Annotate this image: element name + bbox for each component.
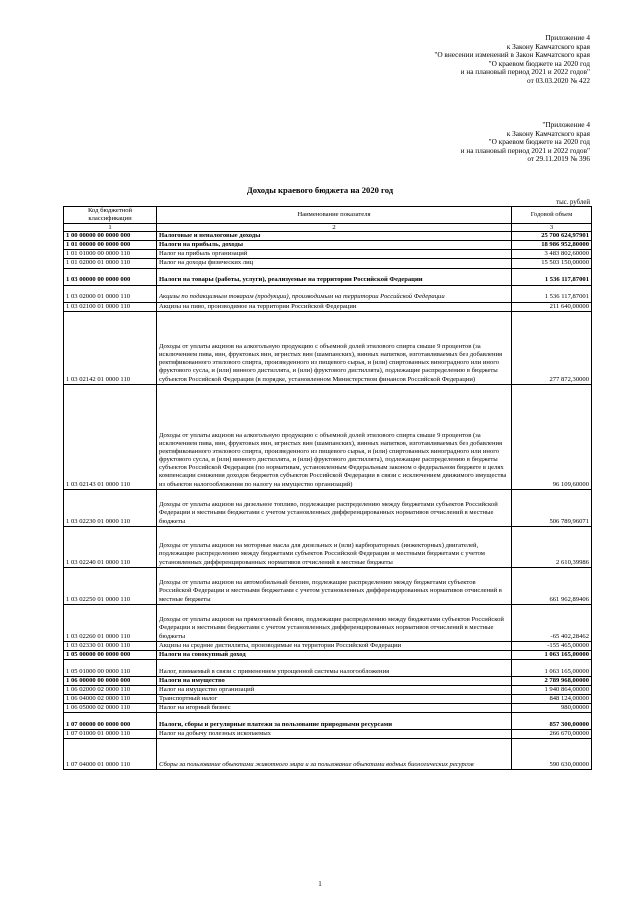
table-row bbox=[64, 676, 592, 685]
table-header-row bbox=[64, 207, 592, 224]
row-name: Доходы от уплаты акцизов на дизельное топливо, подлежащие распределению между бюджетами субъектов Российской Федерации и местными бюджетами с учетом установленных дифференцированных нормативов отчислений в местные бюджеты bbox=[157, 489, 512, 526]
row-amount: 1 063 165,00000 bbox=[512, 650, 592, 659]
row-name: Налог на прибыль организаций bbox=[157, 250, 512, 259]
row-amount: -155 465,00000 bbox=[512, 641, 592, 650]
row-amount: 1 940 864,00000 bbox=[512, 685, 592, 694]
table-body bbox=[64, 232, 592, 770]
row-amount: -65 402,28462 bbox=[512, 604, 592, 641]
row-amount: 857 300,00000 bbox=[512, 713, 592, 730]
header-line: к Закону Камчатского края bbox=[506, 128, 590, 138]
row-amount: 506 789,96071 bbox=[512, 489, 592, 526]
page-number: 1 bbox=[318, 880, 322, 888]
header-line: "О внесении изменений в Закон Камчатского края bbox=[434, 50, 590, 60]
table-row bbox=[64, 526, 592, 567]
table-row bbox=[64, 311, 592, 384]
table-row bbox=[64, 641, 592, 650]
row-amount: 3 483 802,60000 bbox=[512, 250, 592, 259]
table-row bbox=[64, 250, 592, 259]
table-row bbox=[64, 739, 592, 770]
column-number-row bbox=[64, 224, 592, 232]
header-line: от 29.11.2019 № 396 bbox=[527, 154, 590, 164]
row-name: Налоги на совокупный доход bbox=[157, 650, 512, 659]
row-amount: 15 503 150,00000 bbox=[512, 259, 592, 268]
table-row bbox=[64, 384, 592, 489]
row-amount: 25 700 624,97901 bbox=[512, 232, 592, 241]
row-code: 1 06 05000 02 0000 110 bbox=[64, 704, 157, 713]
table-row bbox=[64, 685, 592, 694]
row-code: 1 01 01000 00 0000 110 bbox=[64, 250, 157, 259]
table-row bbox=[64, 704, 592, 713]
row-code: 1 05 01000 00 0000 110 bbox=[64, 659, 157, 676]
row-name: Акцизы на пиво, производимое на территории Российской Федерации bbox=[157, 302, 512, 311]
row-amount: 1 536 117,87001 bbox=[512, 268, 592, 285]
header-line: к Закону Камчатского края bbox=[506, 41, 590, 51]
table-row bbox=[64, 713, 592, 730]
appendix-original-header bbox=[461, 121, 590, 164]
row-code: 1 06 04000 02 0000 110 bbox=[64, 695, 157, 704]
row-code: 1 03 02260 01 0000 110 bbox=[64, 604, 157, 641]
header-name: Наименование показателя bbox=[157, 207, 512, 224]
row-code: 1 03 02143 01 0000 110 bbox=[64, 384, 157, 489]
row-amount: 1 063 165,00000 bbox=[512, 659, 592, 676]
appendix-current-header bbox=[434, 34, 590, 86]
row-amount: 848 124,00000 bbox=[512, 695, 592, 704]
row-code: 1 01 00000 00 0000 000 bbox=[64, 241, 157, 250]
row-name: Налог на игорный бизнес bbox=[157, 704, 512, 713]
row-amount: 211 640,00000 bbox=[512, 302, 592, 311]
header-line: Приложение 4 bbox=[545, 33, 590, 42]
table-row bbox=[64, 567, 592, 604]
table-row bbox=[64, 695, 592, 704]
row-amount: 980,00000 bbox=[512, 704, 592, 713]
table-row bbox=[64, 604, 592, 641]
row-name: Налог, взимаемый в связи с применением упрощенной системы налогообложения bbox=[157, 659, 512, 676]
table-row bbox=[64, 489, 592, 526]
table-row bbox=[64, 268, 592, 285]
table-row bbox=[64, 730, 592, 739]
row-name: Доходы от уплаты акцизов на автомобильный бензин, подлежащие распределению между бюджетами субъектов Российской Федерации и местными бюджетами с учетом установленных дифференцированных нормативов отчислений в местные бюджеты bbox=[157, 567, 512, 604]
header-line: от 03.03.2020 № 422 bbox=[527, 75, 590, 85]
table-row bbox=[64, 241, 592, 250]
row-code: 1 06 00000 00 0000 000 bbox=[64, 676, 157, 685]
row-code: 1 07 00000 00 0000 000 bbox=[64, 713, 157, 730]
row-code: 1 03 02230 01 0000 110 bbox=[64, 489, 157, 526]
row-amount: 661 962,89406 bbox=[512, 567, 592, 604]
row-code: 1 01 02000 01 0000 110 bbox=[64, 259, 157, 268]
row-name: Доходы от уплаты акцизов на прямогонный бензин, подлежащие распределению между бюджетами субъектов Российской Федерации и местными бюджетами с учетом установленных дифференцированных нормативов отчислений в местные бюджеты bbox=[157, 604, 512, 641]
row-name: Налоги на прибыль, доходы bbox=[157, 241, 512, 250]
row-code: 1 03 02250 01 0000 110 bbox=[64, 567, 157, 604]
row-name: Доходы от уплаты акцизов на алкогольную продукцию с объемной долей этилового спирта свыше 9 процентов (за исключением пива, вин, фруктовых вин, игристых вин (шампанских), винных напитков, изготавливаемых без добавления ректификованного этилового спирта, произведенного из пищевого сырья, и (или) спиртованных виноградного или иного фруктового сусла, и (или) винного дистиллята, и (или) фруктового дистиллята), подлежащие распределению в бюджеты субъектов Российской Федерации (по нормативам, установленным Федеральным законом о федеральном бюджете в целях компенсации снижения доходов бюджетов субъектов Российской Федерации в связи с исключением движимого имущества из объектов налогообложения по налогу на имущество организаций) bbox=[157, 384, 512, 489]
row-name: Акцизы по подакцизным товарам (продукции), производимым на территории Российской Федерации bbox=[157, 285, 512, 302]
table-row bbox=[64, 650, 592, 659]
row-name: Доходы от уплаты акцизов на алкогольную продукцию с объемной долей этилового спирта свыше 9 процентов (за исключением пива, вин, фруктовых вин, игристых вин (шампанских), винных напитков, изготавливаемых без добавления ректификованного этилового спирта, произведенного из пищевого сырья, и (или) спиртованных виноградного или иного фруктового сусла, и (или) винного дистиллята, и (или) фруктового дистиллята), подлежащие распределению в бюджеты субъектов Российской Федерации (в порядке, установленном Министерством финансов Российской Федерации) bbox=[157, 311, 512, 384]
page-title: Доходы краевого бюджета на 2020 год bbox=[246, 185, 394, 195]
table-row bbox=[64, 259, 592, 268]
column-number: 3 bbox=[512, 224, 592, 232]
row-code: 1 03 00000 00 0000 000 bbox=[64, 268, 157, 285]
row-code: 1 03 02330 01 0000 110 bbox=[64, 641, 157, 650]
row-name: Налоговые и неналоговые доходы bbox=[157, 232, 512, 241]
row-code: 1 05 00000 00 0000 000 bbox=[64, 650, 157, 659]
row-name: Налоги на имущество bbox=[157, 676, 512, 685]
row-name: Налог на имущество организаций bbox=[157, 685, 512, 694]
header-code: Код бюджетной классификации bbox=[64, 207, 157, 224]
table-row bbox=[64, 659, 592, 676]
row-code: 1 03 02000 01 0000 110 bbox=[64, 285, 157, 302]
table-row bbox=[64, 302, 592, 311]
row-name: Сборы за пользование объектами животного мира и за пользование объектами водных биологических ресурсов bbox=[157, 739, 512, 770]
row-name: Налог на доходы физических лиц bbox=[157, 259, 512, 268]
table-row bbox=[64, 232, 592, 241]
column-number: 2 bbox=[157, 224, 512, 232]
header-line: "О краевом бюджете на 2020 год bbox=[488, 137, 590, 147]
row-code: 1 00 00000 00 0000 000 bbox=[64, 232, 157, 241]
column-number: 1 bbox=[64, 224, 157, 232]
row-name: Налоги, сборы и регулярные платежи за пользование природными ресурсами bbox=[157, 713, 512, 730]
header-line: "О краевом бюджете на 2020 год bbox=[488, 58, 590, 68]
row-name: Акцизы на средние дистилляты, производимые на территории Российской Федерации bbox=[157, 641, 512, 650]
row-amount: 2 610,39986 bbox=[512, 526, 592, 567]
row-amount: 266 670,00000 bbox=[512, 730, 592, 739]
row-code: 1 06 02000 02 0000 110 bbox=[64, 685, 157, 694]
row-code: 1 03 02100 01 0000 110 bbox=[64, 302, 157, 311]
row-code: 1 07 04000 01 0000 110 bbox=[64, 739, 157, 770]
row-name: Налоги на товары (работы, услуги), реализуемые на территории Российской Федерации bbox=[157, 268, 512, 285]
row-amount: 2 789 968,00000 bbox=[512, 676, 592, 685]
row-amount: 18 986 952,80000 bbox=[512, 241, 592, 250]
row-amount: 590 630,00000 bbox=[512, 739, 592, 770]
header-line: и на плановый период 2021 и 2022 годов" bbox=[460, 145, 590, 155]
row-code: 1 03 02142 01 0000 110 bbox=[64, 311, 157, 384]
row-name: Налог на добычу полезных ископаемых bbox=[157, 730, 512, 739]
row-amount: 96 109,60000 bbox=[512, 384, 592, 489]
units-label: тыс. рублей bbox=[556, 199, 590, 206]
row-name: Доходы от уплаты акцизов на моторные масла для дизельных и (или) карбюраторных (инжекторных) двигателей, подлежащие распределению между бюджетами субъектов Российской Федерации и местными бюджетами с учетом установленных дифференцированных нормативов отчислений в местные бюджеты bbox=[157, 526, 512, 567]
row-name: Транспортный налог bbox=[157, 695, 512, 704]
revenue-table bbox=[63, 206, 592, 770]
table-row bbox=[64, 285, 592, 302]
row-amount: 277 872,30000 bbox=[512, 311, 592, 384]
header-line: "Приложение 4 bbox=[542, 120, 590, 129]
row-amount: 1 536 117,87001 bbox=[512, 285, 592, 302]
row-code: 1 03 02240 01 0000 110 bbox=[64, 526, 157, 567]
row-code: 1 07 01000 01 0000 110 bbox=[64, 730, 157, 739]
header-amount: Годовой объем bbox=[512, 207, 592, 224]
header-line: и на плановый период 2021 и 2022 годов" bbox=[460, 67, 590, 77]
